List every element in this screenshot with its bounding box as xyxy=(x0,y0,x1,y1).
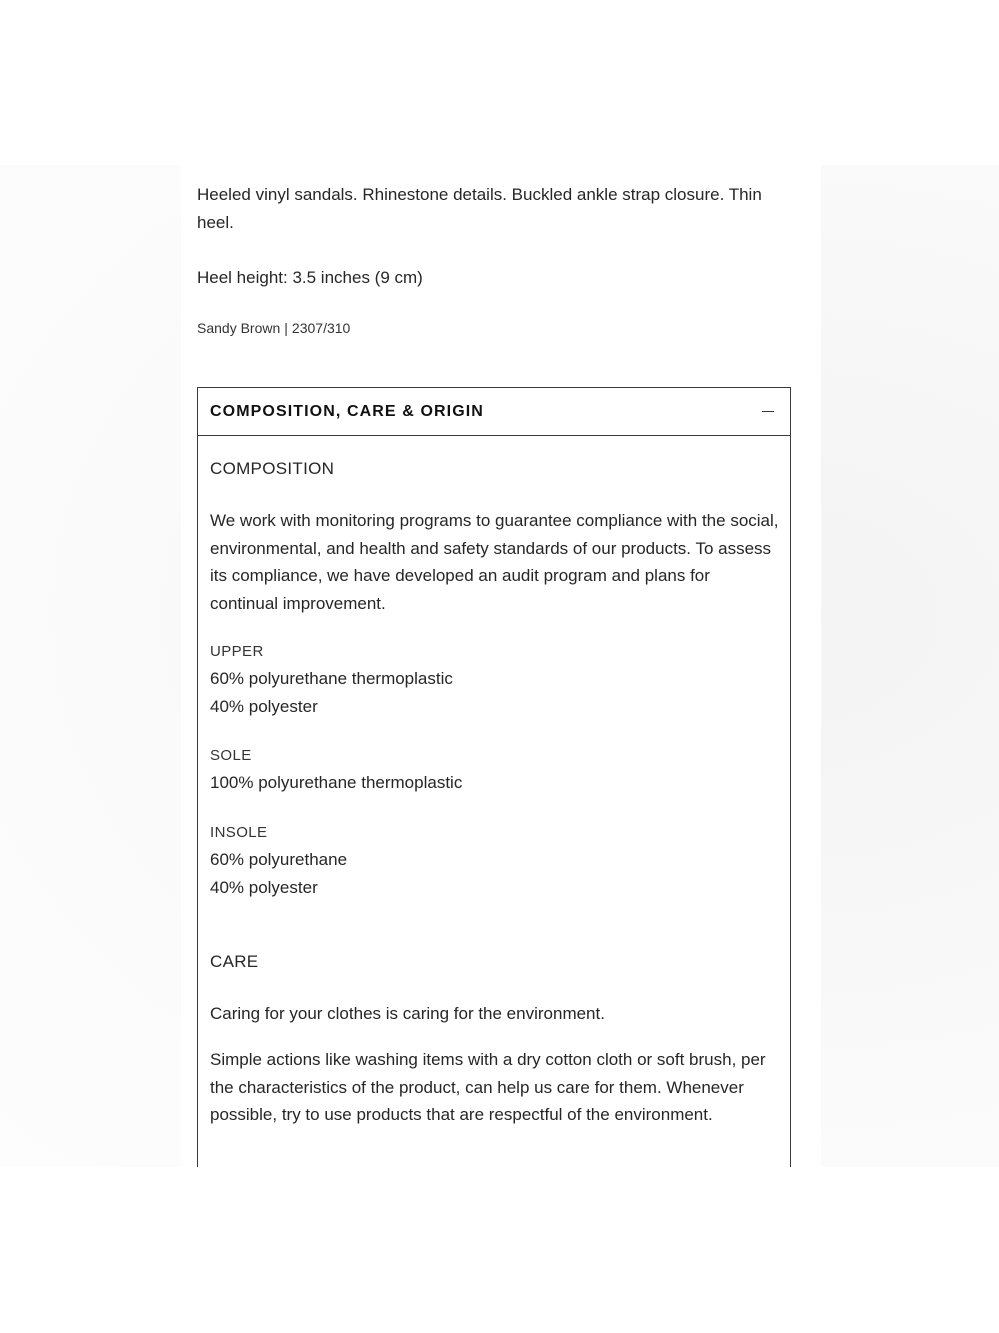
composition-heading: COMPOSITION xyxy=(210,459,335,478)
color-and-reference xyxy=(197,318,350,338)
product-description: Heeled vinyl sandals. Rhinestone details. Buckled ankle strap closure. Thin heel. xyxy=(197,185,762,232)
reference-separator: | xyxy=(284,320,288,336)
insole-material-2: 40% polyester xyxy=(210,878,318,897)
heel-height: Heel height: 3.5 inches (9 cm) xyxy=(197,268,423,287)
upper-material-1: 60% polyurethane thermoplastic xyxy=(210,669,453,688)
care-intro: Caring for your clothes is caring for the environment. xyxy=(210,1004,605,1023)
insole-material-1: 60% polyurethane xyxy=(210,850,348,869)
composition-intro: We work with monitoring programs to guarantee compliance with the social, environmental, and health and safety standards of our products. To assess its compliance, we have developed an audit program and plans for continual improvement. xyxy=(210,511,779,613)
product-color: Sandy Brown xyxy=(197,320,281,336)
accordion-title: COMPOSITION, CARE & ORIGIN xyxy=(210,403,484,420)
care-detail: Simple actions like washing items with a dry cotton cloth or soft brush, per the characteristics of the product, can help us care for them. Whenever possible, try to use products that are respectful of the environment. xyxy=(210,1050,766,1124)
upper-label: UPPER xyxy=(210,643,264,660)
composition-care-origin-accordion xyxy=(197,387,791,1167)
minus-icon[interactable] xyxy=(762,411,774,412)
sole-material-1: 100% polyurethane thermoplastic xyxy=(210,773,463,792)
insole-label: INSOLE xyxy=(210,824,268,841)
upper-material-2: 40% polyester xyxy=(210,697,318,716)
accordion-header[interactable] xyxy=(198,388,790,436)
product-reference: 2307/310 xyxy=(291,320,351,336)
product-details-panel xyxy=(181,165,821,1167)
care-heading: CARE xyxy=(210,952,259,971)
sole-label: SOLE xyxy=(210,747,252,764)
